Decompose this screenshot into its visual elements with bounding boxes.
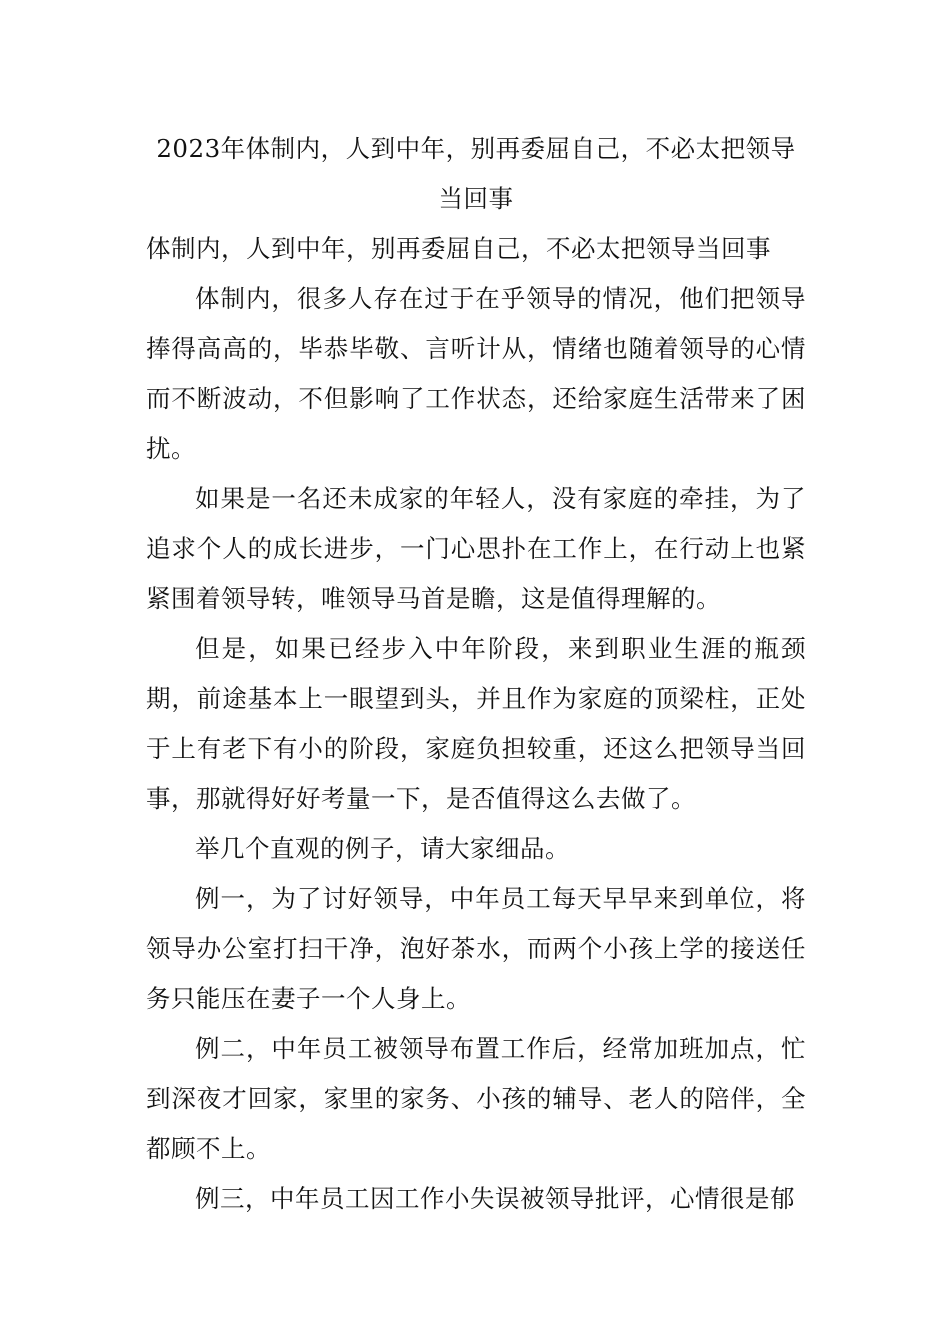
paragraph: 例二，中年员工被领导布置工作后，经常加班加点，忙到深夜才回家，家里的家务、小孩的辅导、老人的陪伴，全都顾不上。 (146, 1034, 806, 1163)
paragraph: 体制内，很多人存在过于在乎领导的情况，他们把领导捧得高高的，毕恭毕敬、言听计从，情绪也随着领导的心情而不断波动，不但影响了工作状态，还给家庭生活带来了困扰。 (146, 284, 806, 463)
document-body (146, 124, 806, 1224)
paragraph: 但是，如果已经步入中年阶段，来到职业生涯的瓶颈期，前途基本上一眼望到头，并且作为家庭的顶梁柱，正处于上有老下有小的阶段，家庭负担较重，还这么把领导当回事，那就得好好考量一下，是否值得这么去做了。 (146, 634, 806, 813)
paragraph: 如果是一名还未成家的年轻人，没有家庭的牵挂，为了追求个人的成长进步，一门心思扑在工作上，在行动上也紧紧围着领导转，唯领导马首是瞻，这是值得理解的。 (146, 484, 806, 613)
paragraph: 例一，为了讨好领导，中年员工每天早早来到单位，将领导办公室打扫干净，泡好茶水，而两个小孩上学的接送任务只能压在妻子一个人身上。 (146, 884, 806, 1013)
paragraph: 例三，中年员工因工作小失误被领导批评，心情很是郁 (195, 1184, 795, 1213)
document-title: 2023年体制内，人到中年，别再委屈自己，不必太把领导当回事 (156, 134, 796, 213)
document-subtitle: 体制内，人到中年，别再委屈自己，不必太把领导当回事 (146, 234, 771, 263)
paragraph: 举几个直观的例子，请大家细品。 (195, 834, 570, 863)
